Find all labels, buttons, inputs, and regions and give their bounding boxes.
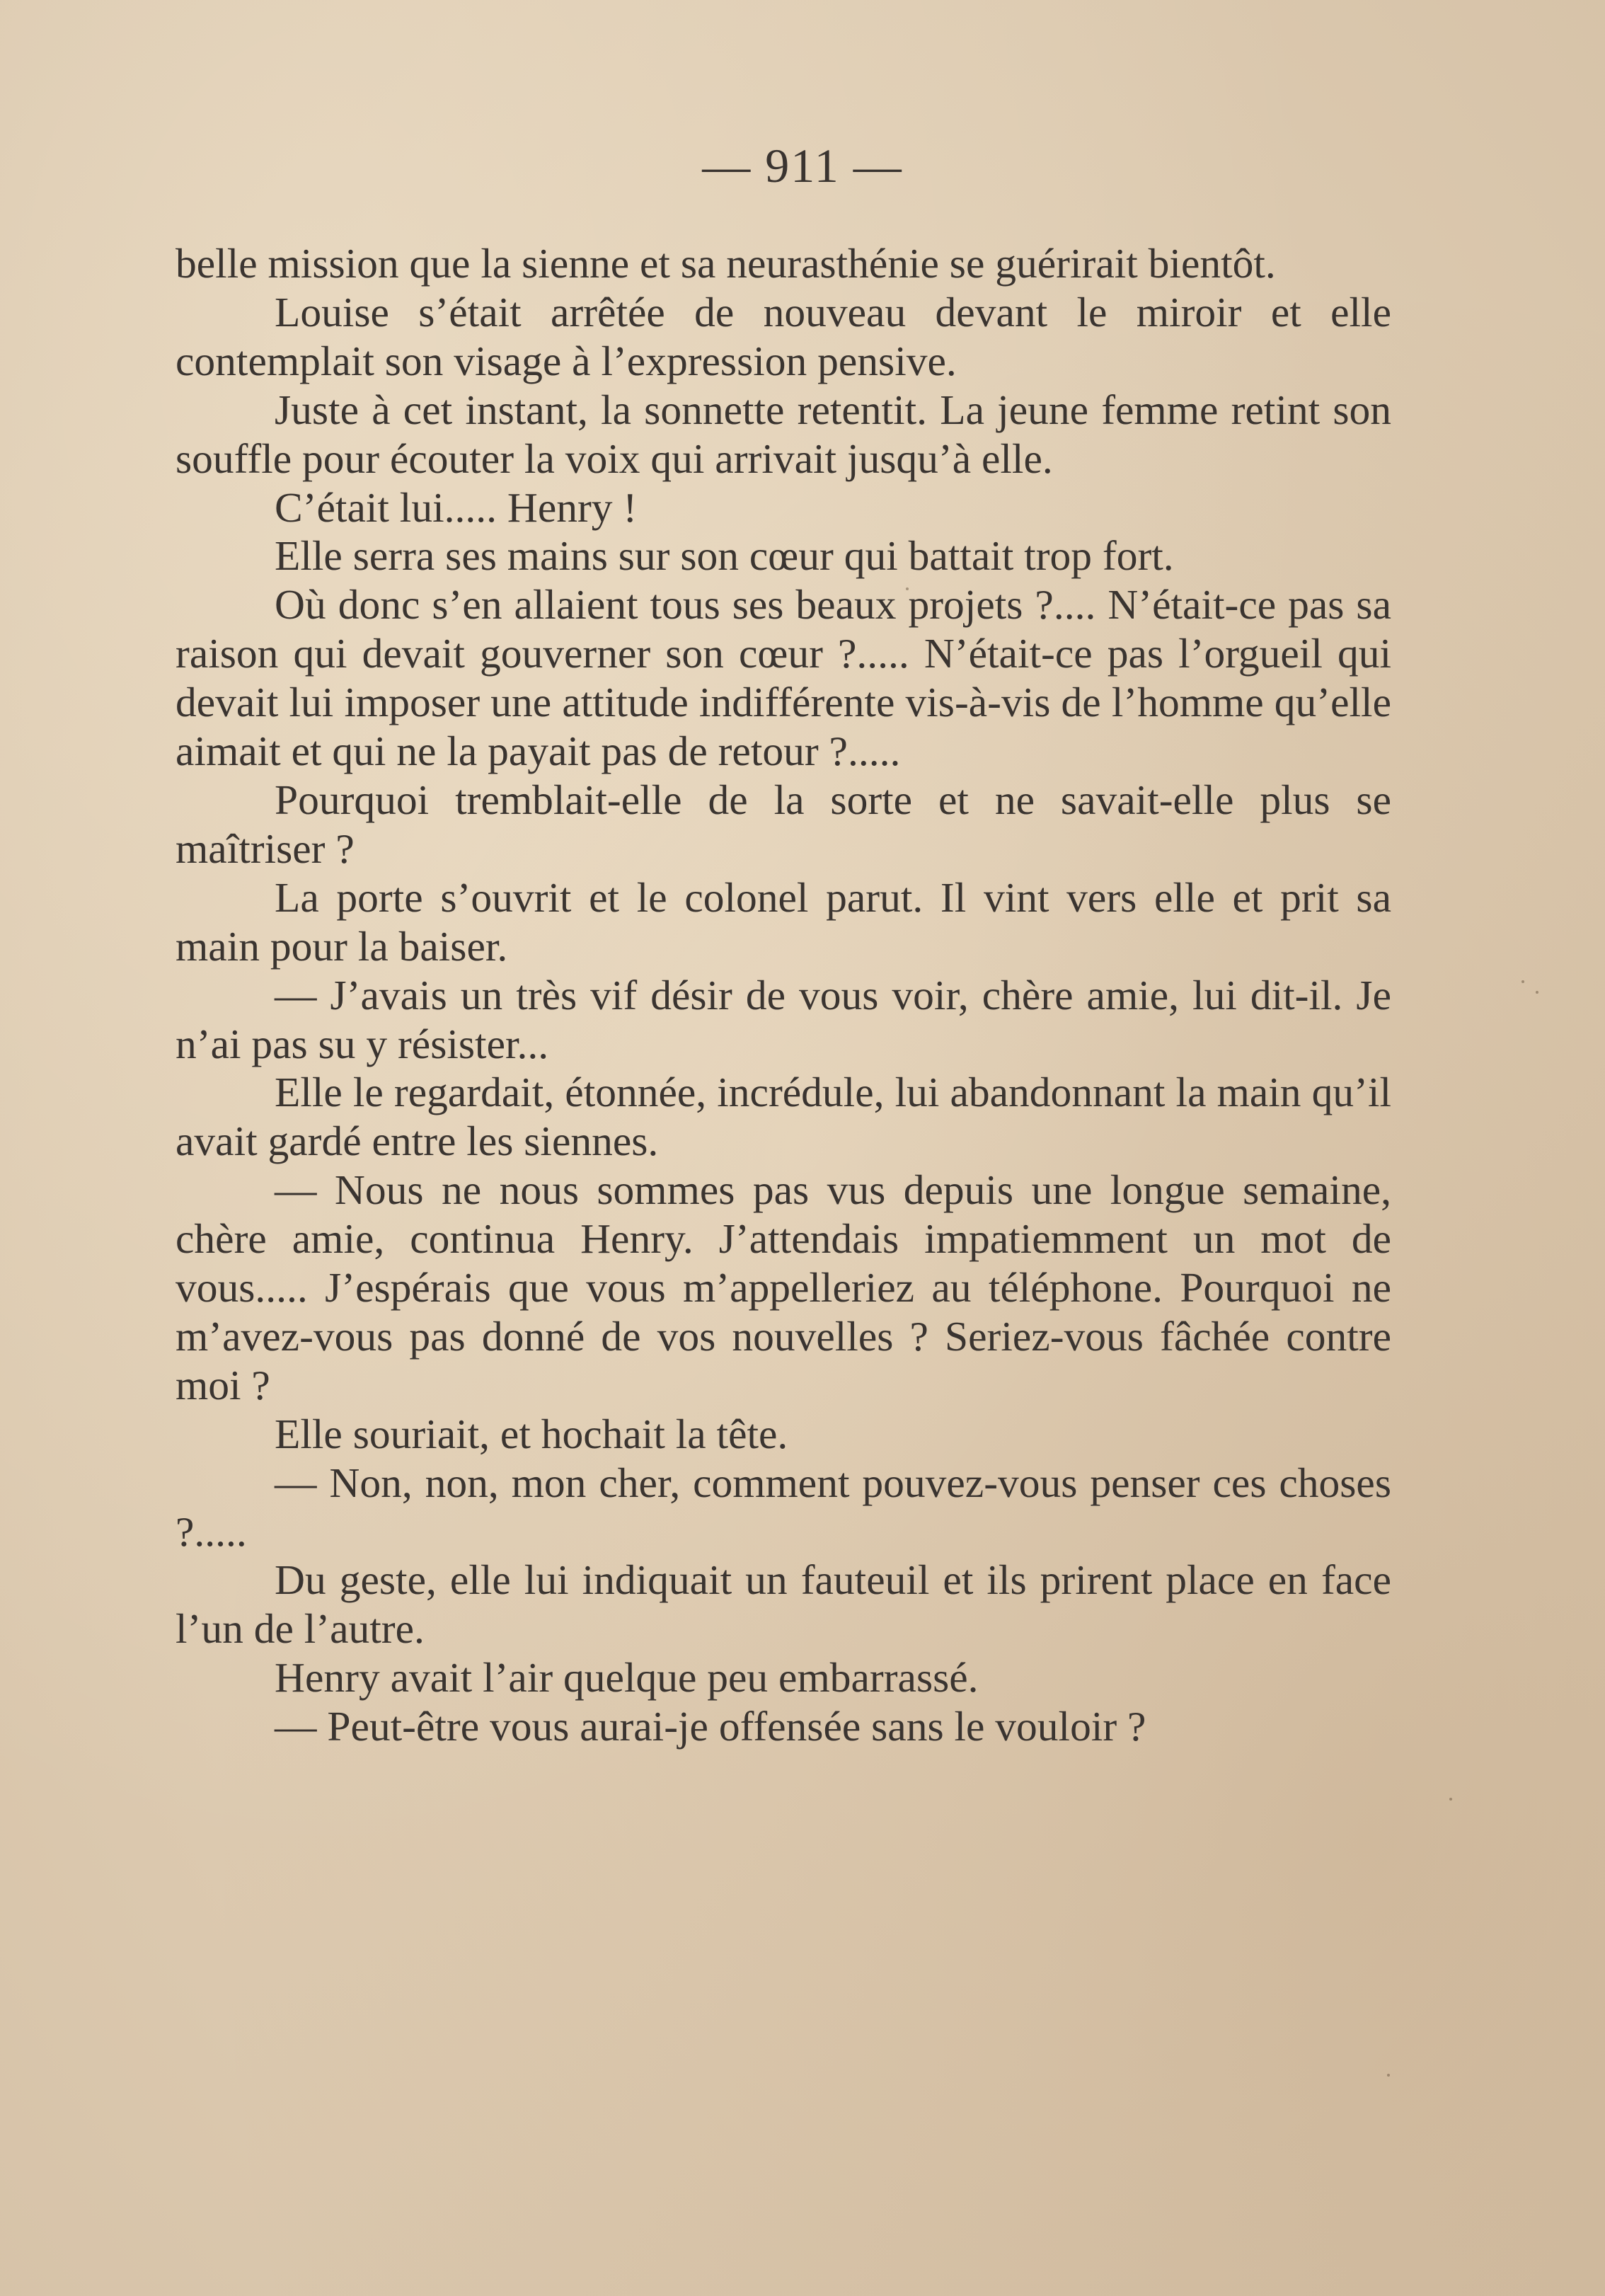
paper-speck bbox=[1387, 2074, 1390, 2077]
paragraph-11: — Nous ne nous sommes pas vus depuis une longue semaine, chère amie, continua Henry. J’attendais impatiemment un mot de vous..... J’espérais que vous m’appelleriez au téléphone. Pourquoi ne m’avez-vous pas donné de vos nouvelles ? Seriez-vous fâchée contre moi ? bbox=[176, 1166, 1391, 1408]
page-number: — 911 — bbox=[702, 139, 903, 193]
paragraph-14: Du geste, elle lui indiquait un fauteuil et ils prirent place en face l’un de l’autre. bbox=[176, 1556, 1391, 1653]
paragraph-16: — Peut-être vous aurai-je offensée sans le vouloir ? bbox=[275, 1703, 1146, 1750]
paragraph-5: Elle serra ses mains sur son cœur qui battait trop fort. bbox=[275, 532, 1174, 580]
paragraph-6: Où donc s’en allaient tous ses beaux projets ?.... N’était-ce pas sa raison qui devait gouverner son cœur ?..... N’était-ce pas l’orgueil qui devait lui imposer une attitude indifférente vis-à-vis de l’homme qu’elle aimait et qui ne la payait pas de retour ?..... bbox=[176, 581, 1391, 775]
paper-speck bbox=[1449, 1798, 1452, 1801]
paragraph-7: Pourquoi tremblait-elle de la sorte et ne savait-elle plus se maîtriser ? bbox=[176, 776, 1391, 872]
paragraph-10: Elle le regardait, étonnée, incrédule, lui abandonnant la main qu’il avait gardé entre les siennes. bbox=[176, 1069, 1391, 1165]
paragraph-4: C’était lui..... Henry ! bbox=[275, 483, 638, 531]
paragraph-13: — Non, non, mon cher, comment pouvez-vous penser ces choses ?..... bbox=[176, 1459, 1391, 1555]
paper-speck bbox=[1536, 991, 1538, 994]
paper-speck bbox=[906, 587, 909, 590]
paragraph-2: Louise s’était arrêtée de nouveau devant le miroir et elle contemplait son visage à l’expression pensive. bbox=[176, 288, 1391, 384]
paragraph-3: Juste à cet instant, la sonnette retentit. La jeune femme retint son souffle pour écouter la voix qui arrivait jusqu’à elle. bbox=[176, 386, 1391, 482]
paragraph-15: Henry avait l’air quelque peu embarrassé. bbox=[275, 1654, 979, 1701]
paper-speck bbox=[1521, 980, 1524, 983]
body-text bbox=[176, 239, 1391, 1751]
paragraph-9: — J’avais un très vif désir de vous voir, chère amie, lui dit-il. Je n’ai pas su y résister... bbox=[176, 971, 1391, 1067]
paragraph-12: Elle souriait, et hochait la tête. bbox=[275, 1410, 788, 1457]
paragraph-1: belle mission que la sienne et sa neurasthénie se guérirait bientôt. bbox=[176, 240, 1276, 287]
paragraph-8: La porte s’ouvrit et le colonel parut. Il vint vers elle et prit sa main pour la baiser. bbox=[176, 873, 1391, 970]
